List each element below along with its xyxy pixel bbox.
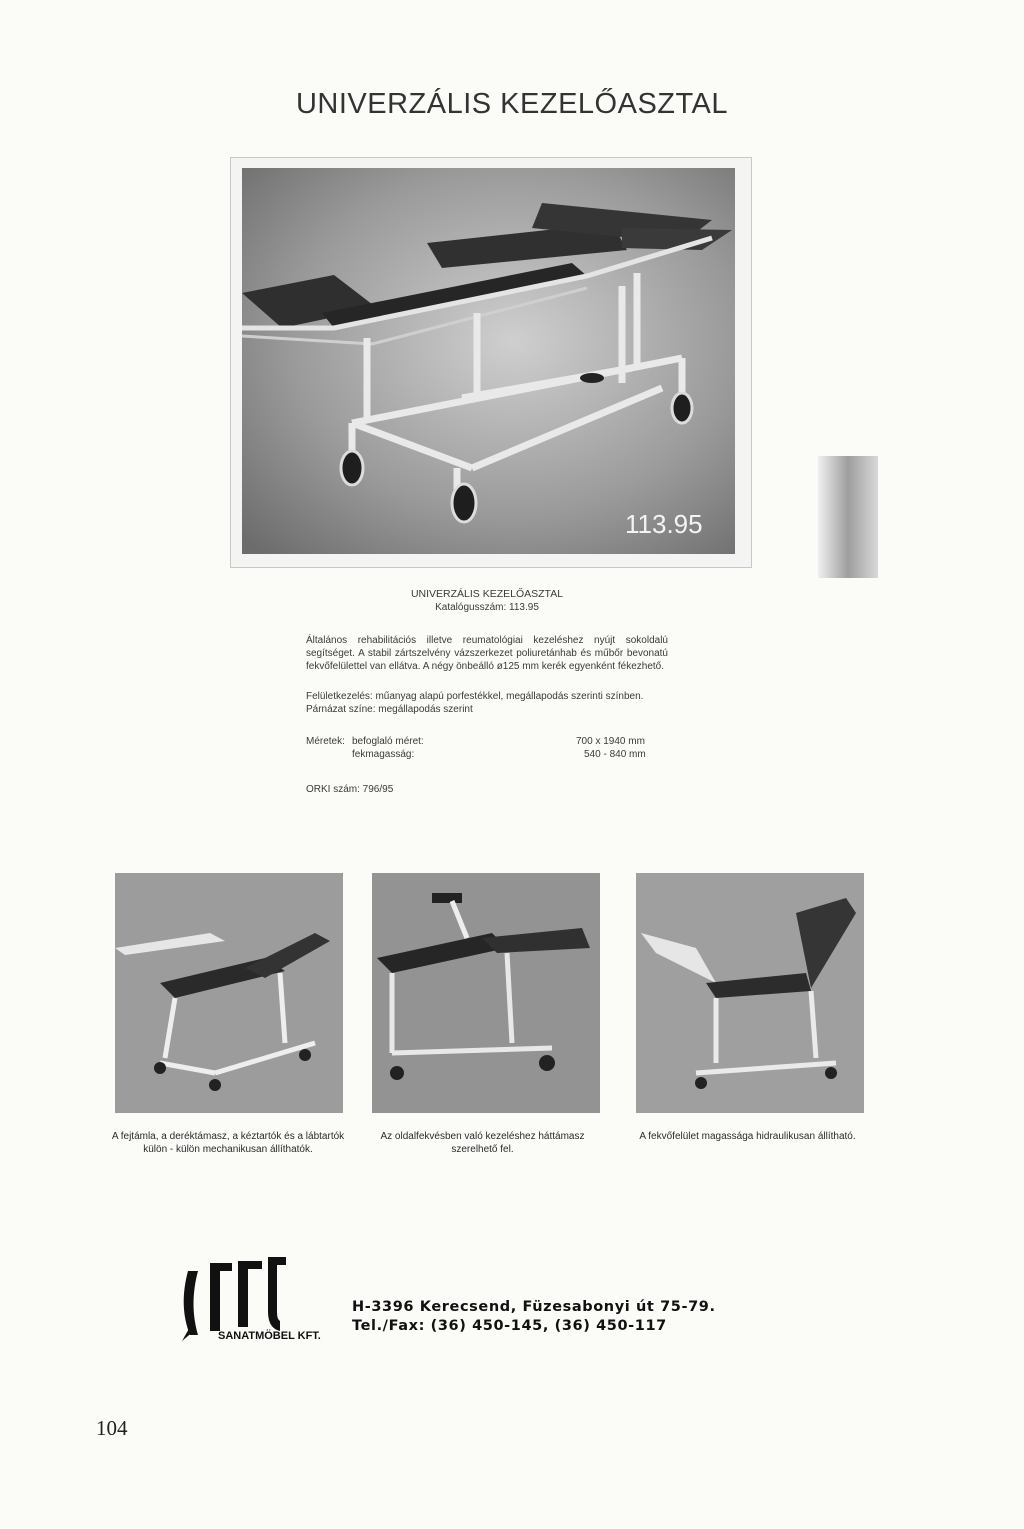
- dimension-name: fekmagasság:: [352, 749, 415, 760]
- page-title: UNIVERZÁLIS KEZELŐASZTAL: [295, 88, 729, 120]
- main-product-photo: [242, 168, 735, 554]
- dimensions-label: Méretek:: [306, 736, 345, 747]
- company-phone: Tel./Fax: (36) 450-145, (36) 450-117: [352, 1318, 667, 1334]
- model-badge: 113.95: [625, 509, 703, 539]
- dimensions-block: [306, 735, 668, 761]
- company-name: SANATMÖBEL KFT.: [218, 1330, 321, 1342]
- dimension-name: befoglaló méret:: [352, 736, 424, 747]
- catalog-number: Katalógusszám: 113.95: [435, 602, 539, 613]
- thumbnail-photo-1: [115, 873, 343, 1113]
- scan-artifact: [818, 456, 878, 578]
- company-address: H-3396 Kerecsend, Füzesabonyi út 75-79.: [352, 1299, 716, 1315]
- product-description: [306, 588, 668, 796]
- thumbnail-photo-2: [372, 873, 600, 1113]
- description-paragraph: Általános rehabilitációs illetve reumatológiai kezeléshez nyújt sokoldalú segítséget. A stabil zártszelvény vázszerkezet poliuretánhab és műbőr bevonatú fekvőfelülettel van ellátva. A négy önbeálló ø125 mm kerék egyenként fékezhető.: [306, 635, 668, 672]
- thumbnail-caption-3: A fekvőfelület magassága hidraulikusan állítható.: [639, 1131, 856, 1142]
- surface-treatment: Felületkezelés: műanyag alapú porfestékkel, megállapodás szerinti színben.: [306, 691, 644, 702]
- dimension-value: 700 x 1940 mm: [576, 736, 645, 747]
- product-name: UNIVERZÁLIS KEZELŐASZTAL: [410, 588, 564, 600]
- orki-number: ORKI szám: 796/95: [306, 784, 394, 795]
- company-logo: [180, 1253, 340, 1343]
- thumbnail-caption-2: Az oldalfekvésben való kezeléshez háttámasz szerelhető fel.: [380, 1131, 585, 1155]
- company-contact: [352, 1298, 716, 1336]
- thumbnail-photo-3: [636, 873, 864, 1113]
- dimension-value: 540 - 840 mm: [584, 749, 646, 760]
- thumbnail-caption-1: A fejtámla, a deréktámasz, a kéztartók és a lábtartók külön - külön mechanikusan állíthatók.: [111, 1131, 345, 1155]
- cushion-color: Párnázat színe: megállapodás szerint: [306, 704, 473, 715]
- page-number: 104: [96, 1416, 128, 1440]
